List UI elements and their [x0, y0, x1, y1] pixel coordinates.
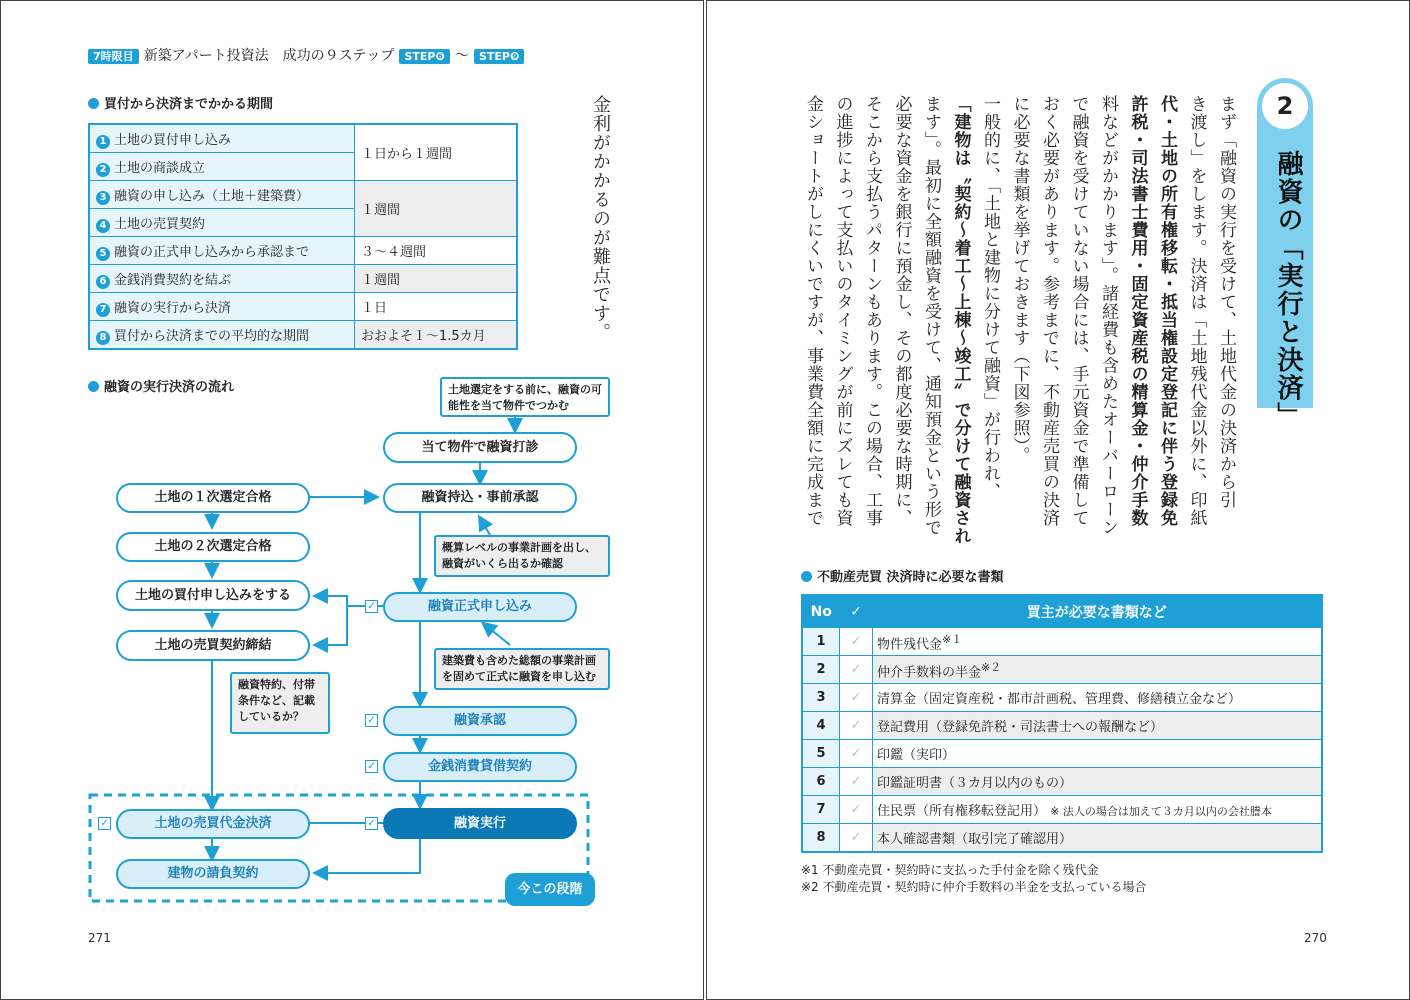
- body-line: 必要な資金を銀行に預金し、その都度必要な時期に、: [891, 95, 912, 527]
- check-icon: ✓: [840, 824, 873, 853]
- check-icon: ✓: [840, 712, 873, 740]
- flow-yushi-seishiki: 融資正式申し込み: [383, 592, 577, 622]
- column-header-no: No: [802, 595, 840, 628]
- doc-footnote-mark: ※２: [981, 660, 1002, 674]
- step-label: 土地の売買契約: [114, 216, 206, 232]
- table-row: [802, 768, 1322, 796]
- body-line: まず「融資の実行を受けて、土地代金の決済から引: [1216, 95, 1236, 509]
- body-line: 一般的に、「土地と建物に分けて融資」が行われ、: [980, 95, 1000, 501]
- row-number: 2: [802, 656, 840, 684]
- check-icon: ✓: [98, 817, 111, 830]
- check-icon: ✓: [365, 600, 378, 613]
- table-row: [802, 684, 1322, 712]
- footnote-1: ※1 不動産売買・契約時に支払った手付金を除く残代金: [801, 863, 1099, 877]
- body-line: 料などがかかります」。諸経費も含めたオーバーローン: [1098, 95, 1118, 537]
- doc-footnote-mark: ※１: [942, 632, 963, 646]
- step-label: 融資の正式申し込みから承認まで: [114, 244, 310, 260]
- docs-table: [801, 594, 1323, 853]
- doc-name: 物件残代金: [877, 637, 943, 653]
- body-line: の進捗によって支払いのタイミングが前にズレても資: [832, 95, 853, 527]
- doc-note: ※ 法人の場合は加えて３カ月以内の会社謄本: [1050, 805, 1272, 818]
- flow-connectors: [0, 0, 704, 1000]
- doc-name: 本人確認書類（取引完了確認用）: [877, 832, 1073, 847]
- check-icon: ✓: [840, 768, 873, 796]
- check-icon: ✓: [840, 740, 873, 768]
- table-row: [802, 740, 1322, 768]
- flow-kinsen: 金銭消費貸借契約: [383, 752, 577, 782]
- body-line: おく必要があります。参考までに、不動産売買の決済: [1039, 95, 1059, 527]
- body-text: [795, 95, 1240, 565]
- page-number-right: 270: [1304, 931, 1327, 945]
- header-tilde: ～: [454, 48, 469, 64]
- flow-land-second: 土地の２次選定合格: [116, 532, 310, 562]
- note-tokuyaku: 融資特約、付帯条件など、記載しているか？: [230, 672, 330, 734]
- step-label: 土地の商談成立: [114, 160, 206, 176]
- check-icon: ✓: [365, 760, 378, 773]
- check-icon: ✓: [840, 628, 873, 656]
- step-label: 融資の申し込み（土地＋建築費）: [114, 188, 310, 204]
- table-cell: ３～４週間: [355, 237, 518, 265]
- flow-land-kaitsuke: 土地の買付申し込みをする: [116, 580, 310, 611]
- now-stage-badge: 今この段階: [505, 873, 595, 906]
- note-kenchiku: 建築費も含めた総額の事業計画を固めて正式に融資を申し込む: [434, 648, 610, 690]
- chapter-title: 融資の「実行と決済」: [1273, 150, 1303, 430]
- table-row: [802, 824, 1322, 853]
- docs-section-label: 不動産売買 決済時に必要な書類: [817, 570, 1004, 585]
- check-icon: ✓: [840, 656, 873, 684]
- flow-ukeoi: 建物の請負契約: [116, 859, 310, 889]
- flow-yushi-mochikomi: 融資持込・事前承認: [383, 483, 577, 513]
- table-row: [802, 712, 1322, 740]
- footnote-2: ※2 不動産売買・契約時に仲介手数料の半金を支払っている場合: [801, 880, 1147, 894]
- body-line: で融資を受けていない場合には、手元資金で準備して: [1068, 95, 1089, 527]
- table-cell: [873, 628, 1323, 656]
- body-line: ます」。最初に全額融資を受けて、通知預金という形で: [921, 95, 941, 537]
- step-number: 6: [96, 275, 110, 289]
- side-note: 金利がかかるのが難点です。: [590, 95, 611, 342]
- table-cell: [873, 768, 1323, 796]
- doc-name: 住民票（所有権移転登記用）: [877, 804, 1047, 819]
- bullet-icon: [801, 571, 812, 582]
- docs-section-title: [801, 566, 1004, 585]
- table-cell: １日: [355, 293, 518, 321]
- step-label: 買付から決済までの平均的な期間: [114, 328, 310, 344]
- note-land-selection: 土地選定をする前に、融資の可能性を当て物件でつかむ: [440, 377, 610, 417]
- check-icon: ✓: [840, 796, 873, 824]
- step-number: 2: [96, 163, 110, 177]
- step-start-badge: STEP❻: [399, 49, 449, 64]
- check-icon: ✓: [840, 684, 873, 712]
- body-line: き渡し」をします。決済は「土地残代金以外に、印紙: [1186, 95, 1207, 527]
- check-icon: ✓: [365, 714, 378, 727]
- table-cell: １週間: [355, 265, 518, 293]
- flow-land-first: 土地の１次選定合格: [116, 483, 310, 513]
- step-label: 土地の買付申し込み: [114, 132, 232, 148]
- row-number: 3: [802, 684, 840, 712]
- body-line: 「建物は〝契約～着工～上棟～竣工〟で分けて融資され: [950, 95, 971, 545]
- flow-land-baibai: 土地の売買契約締結: [116, 630, 310, 661]
- body-line: 代・土地の所有権移転・抵当権設定登記に伴う登録免: [1157, 95, 1177, 527]
- table-cell: [873, 824, 1323, 853]
- flow-yushi-jikko: 融資実行: [383, 808, 577, 839]
- body-line: そこから支払うパターンもあります。この場合、工事: [862, 95, 882, 527]
- body-line: 金ショートがしにくいですが、事業費全額に完成まで: [803, 95, 823, 527]
- step-label: 融資の実行から決済: [114, 300, 232, 316]
- step-number: 5: [96, 247, 110, 261]
- row-number: 8: [802, 824, 840, 853]
- table-cell: １週間: [355, 181, 518, 237]
- doc-name: 印鑑証明書（３カ月以内のもの）: [877, 776, 1073, 791]
- flow-land-kessai: 土地の売買代金決済: [116, 809, 310, 839]
- step-number: 4: [96, 219, 110, 233]
- table-cell: [873, 796, 1323, 824]
- flow-yushi-shonin: 融資承認: [383, 706, 577, 736]
- table-cell: [873, 684, 1323, 712]
- running-title: 新築アパート投資法 成功の９ステップ: [143, 48, 395, 64]
- doc-name: 印鑑（実印）: [877, 748, 956, 763]
- table-cell: おおよそ１～1.5カ月: [355, 321, 518, 350]
- table-row: [802, 796, 1322, 824]
- period-section-label: 買付から決済までかかる期間: [104, 97, 274, 112]
- step-number: 8: [96, 331, 110, 345]
- lesson-tag: 7時限目: [88, 49, 139, 64]
- step-label: 金銭消費契約を結ぶ: [114, 272, 232, 288]
- step-number: 7: [96, 303, 110, 317]
- flow-section-label: 融資の実行決済の流れ: [104, 380, 235, 395]
- step-number: 1: [96, 135, 110, 149]
- table-row: [802, 656, 1322, 684]
- column-header-title: 買主が必要な書類など: [873, 595, 1323, 628]
- column-header-check: ✓: [840, 595, 873, 628]
- body-line: に必要な書類を挙げておきます（下図参照）。: [1009, 95, 1030, 465]
- doc-name: 清算金（固定資産税・都市計画税、管理費、修繕積立金など）: [877, 692, 1242, 707]
- doc-name: 登記費用（登録免許税・司法書士への報酬など）: [877, 720, 1164, 735]
- table-row: [802, 628, 1322, 656]
- row-number: 6: [802, 768, 840, 796]
- table-cell: [873, 740, 1323, 768]
- row-number: 5: [802, 740, 840, 768]
- doc-name: 仲介手数料の半金: [877, 665, 982, 681]
- row-number: 4: [802, 712, 840, 740]
- page-number-left: 271: [88, 931, 111, 945]
- row-number: 1: [802, 628, 840, 656]
- step-number: 3: [96, 191, 110, 205]
- table-cell: [873, 656, 1323, 684]
- flow-ate-bukken: 当て物件で融資打診: [383, 432, 577, 463]
- note-gaisan: 概算レベルの事業計画を出し、融資がいくら出るか確認: [434, 535, 610, 577]
- table-header-row: [802, 595, 1322, 628]
- row-number: 7: [802, 796, 840, 824]
- body-line: 許税・司法書士費用・固定資産税の精算金・仲介手数: [1127, 95, 1148, 527]
- step-end-badge: STEP❾: [474, 49, 524, 64]
- table-cell: [873, 712, 1323, 740]
- chapter-number: 2: [1262, 83, 1308, 129]
- table-cell: １日から１週間: [355, 124, 518, 181]
- check-icon: ✓: [365, 817, 378, 830]
